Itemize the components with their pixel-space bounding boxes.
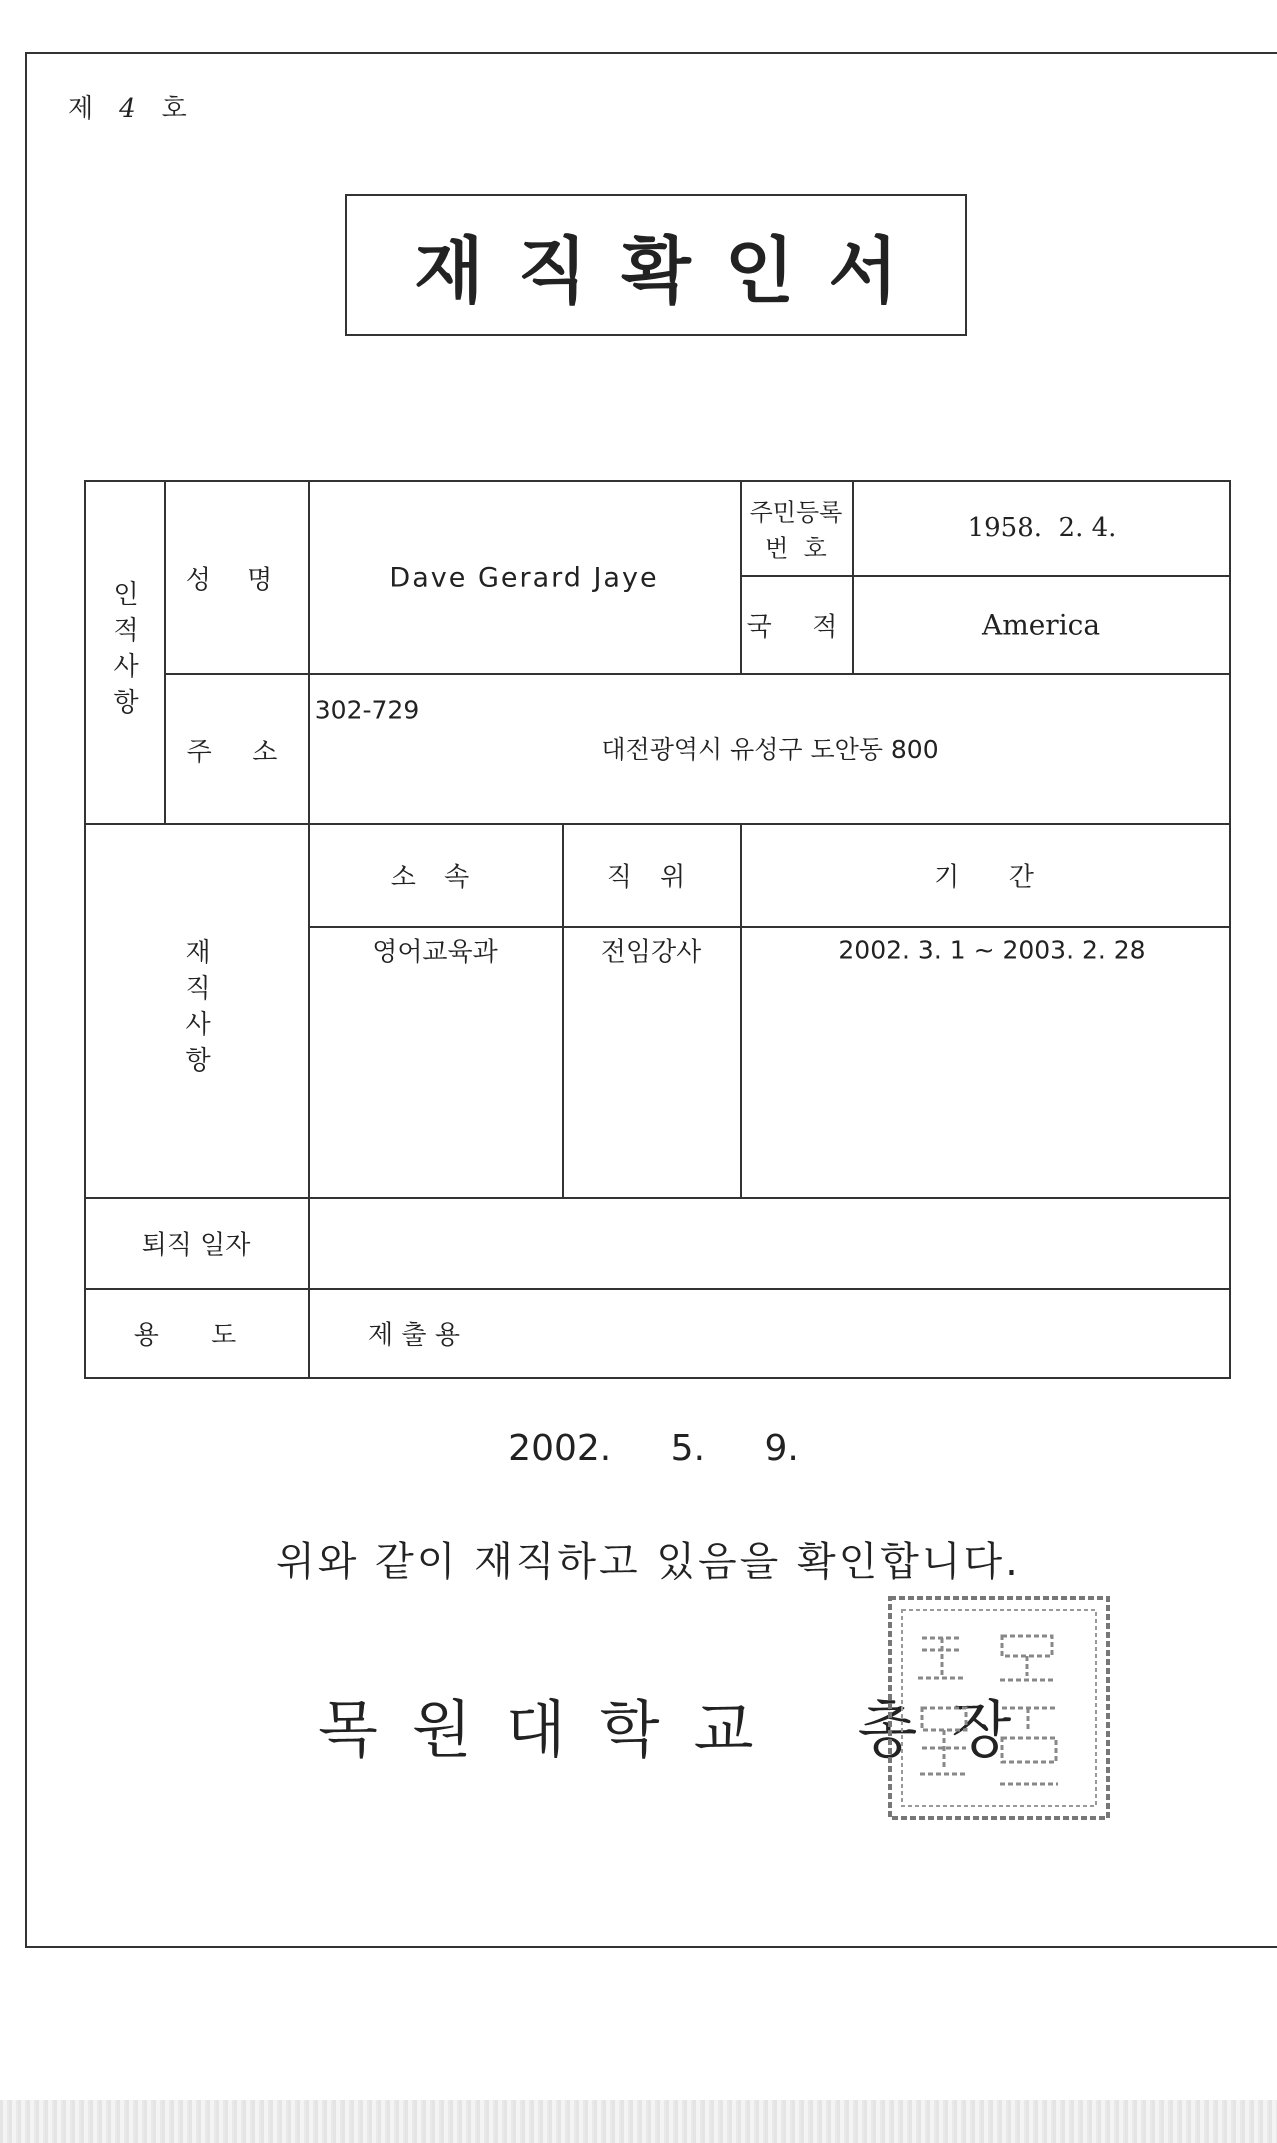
issuer-title: 총장 xyxy=(857,1693,1046,1766)
id-label-line2: 번 호 xyxy=(765,534,827,563)
affiliation-value: 영어교육과 xyxy=(372,937,498,968)
position-value: 전임강사 xyxy=(600,937,702,968)
col-divider xyxy=(740,823,742,1197)
id-value: 1958. 2. 4. xyxy=(967,513,1117,543)
employment-section-label: 재직사항 xyxy=(180,938,211,1082)
table-border-left xyxy=(84,480,86,1379)
purpose-value: 제 출 용 xyxy=(368,1320,460,1351)
row-divider xyxy=(164,673,1231,675)
nationality-label: 국 적 xyxy=(746,612,846,643)
address-value: 대전광역시 유성구 도안동 800 xyxy=(601,735,939,764)
col-divider xyxy=(164,480,166,823)
col-divider xyxy=(562,823,564,1197)
name-label: 성 명 xyxy=(185,565,287,596)
nationality-value: America xyxy=(981,608,1101,642)
personal-section-label: 인적사항 xyxy=(108,580,139,724)
row-divider xyxy=(308,926,1231,928)
retirement-date-label: 퇴직 일자 xyxy=(141,1230,251,1261)
doc-number-prefix: 제 xyxy=(68,94,102,124)
position-header: 직 위 xyxy=(606,862,696,893)
row-divider xyxy=(84,1197,1231,1199)
document-number xyxy=(68,88,195,125)
employment-certificate-table xyxy=(84,480,1231,1380)
id-label-line1: 주민등록 xyxy=(749,498,843,527)
col-divider xyxy=(308,480,310,1379)
affiliation-header: 소 속 xyxy=(390,862,480,893)
postal-code: 302-729 xyxy=(314,695,420,725)
period-header: 기 간 xyxy=(934,862,1034,893)
period-value: 2002. 3. 1 ~ 2003. 2. 28 xyxy=(838,935,1146,965)
table-border-top xyxy=(84,480,1231,482)
address-label: 주 소 xyxy=(186,737,286,768)
document-title: 재직확인서 xyxy=(414,229,932,313)
scan-edge-artifact xyxy=(0,2100,1277,2143)
row-divider xyxy=(84,823,1231,825)
confirmation-statement: 위와 같이 재직하고 있음을 확인합니다. xyxy=(276,1539,1021,1585)
purpose-label: 용 도 xyxy=(133,1320,259,1351)
row-divider xyxy=(740,575,1231,577)
table-border-bottom xyxy=(84,1377,1231,1379)
col-divider xyxy=(740,480,742,673)
row-divider xyxy=(84,1288,1231,1290)
issuer-name: 목원대학교 xyxy=(318,1693,788,1766)
col-divider xyxy=(852,480,854,673)
doc-number-suffix: 호 xyxy=(161,94,195,124)
table-border-right xyxy=(1229,480,1231,1379)
title-box xyxy=(345,194,967,336)
doc-number-value: 4 xyxy=(119,94,144,124)
name-value: Dave Gerard Jaye xyxy=(389,562,659,594)
official-seal-stamp xyxy=(882,1588,1118,1828)
issue-date: 2002. 5. 9. xyxy=(508,1428,799,1469)
